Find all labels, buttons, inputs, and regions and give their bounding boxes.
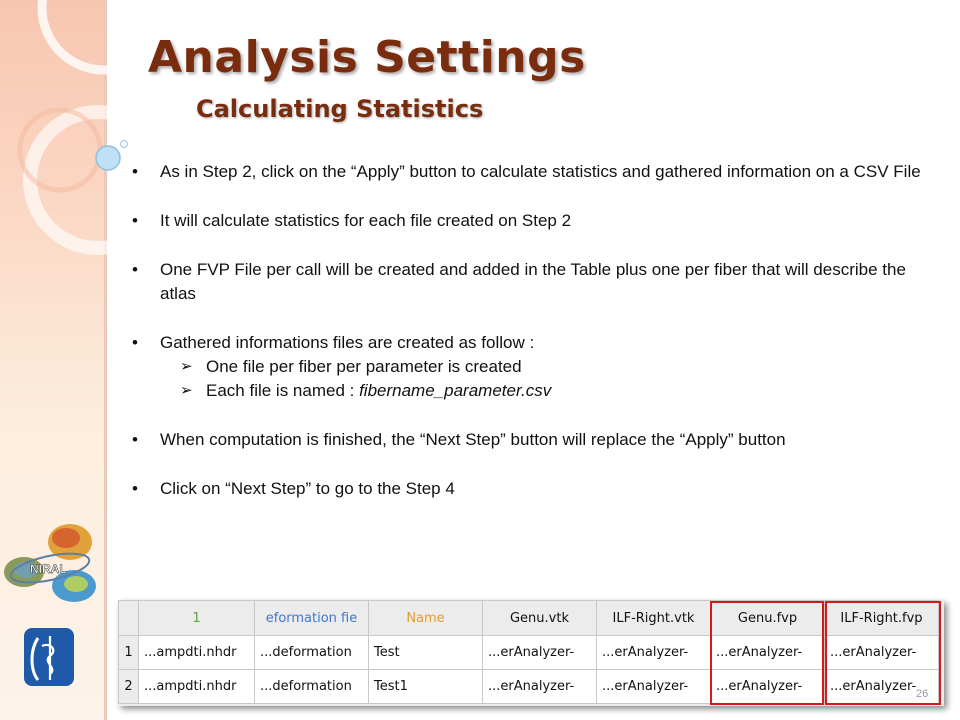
table-cell[interactable]: Test <box>369 636 483 670</box>
table-cell[interactable]: ...ampdti.nhdr <box>139 670 255 704</box>
table-cell[interactable]: ...erAnalyzer- <box>711 670 825 704</box>
table-cell[interactable]: ...erAnalyzer- <box>483 636 597 670</box>
bullet-dot-icon: • <box>132 211 138 230</box>
bullet-dot-icon: • <box>132 260 138 279</box>
bullet-item <box>132 428 932 452</box>
column-header[interactable]: Genu.vtk <box>483 601 597 636</box>
arrowhead-icon: ➢ <box>180 358 193 375</box>
blue-bubble-icon <box>96 146 120 170</box>
sub-bullet-item <box>132 379 932 403</box>
row-number[interactable]: 1 <box>119 636 139 670</box>
bullet-text: It will calculate statistics for each file created on Step 2 <box>160 211 572 230</box>
column-header[interactable]: Name <box>369 601 483 636</box>
bullet-dot-icon: • <box>132 479 138 498</box>
table-cell[interactable]: ...erAnalyzer- <box>483 670 597 704</box>
sub-bullet-text: One file per fiber per parameter is created <box>206 357 522 376</box>
table-cell[interactable]: Test1 <box>369 670 483 704</box>
page-title: Analysis Settings <box>148 32 586 83</box>
logo-area <box>0 520 106 720</box>
arrowhead-icon: ➢ <box>180 382 193 399</box>
bullet-dot-icon: • <box>132 430 138 449</box>
table-cell[interactable]: ...erAnalyzer- <box>597 636 711 670</box>
table-cell[interactable]: ...deformation <box>255 636 369 670</box>
bullet-item <box>132 477 932 501</box>
column-header[interactable]: ILF-Right.vtk <box>597 601 711 636</box>
page-subtitle: Calculating Statistics <box>196 95 484 123</box>
bullet-dot-icon: • <box>132 162 138 181</box>
highlight-genu-fvp <box>710 601 824 705</box>
bullet-item <box>132 209 932 233</box>
logo-text: NIRAL <box>30 562 67 576</box>
row-number[interactable]: 2 <box>119 670 139 704</box>
table-cell[interactable]: ...erAnalyzer- <box>711 636 825 670</box>
table-cell[interactable]: ...ampdti.nhdr <box>139 636 255 670</box>
corner-cell[interactable] <box>119 601 139 636</box>
bullet-text: Click on “Next Step” to go to the Step 4 <box>160 479 455 498</box>
bullet-text: As in Step 2, click on the “Apply” button to calculate statistics and gathered information on a CSV File <box>160 162 921 181</box>
table-cell[interactable]: ...deformation <box>255 670 369 704</box>
table-cell[interactable]: ...erAnalyzer- <box>825 670 939 704</box>
column-header[interactable]: 1 <box>139 601 255 636</box>
bullet-dot-icon: • <box>132 333 138 352</box>
bullet-text: Gathered informations files are created as follow : <box>160 333 535 352</box>
sub-bullet-item <box>132 355 932 379</box>
column-header[interactable]: Genu.fvp <box>711 601 825 636</box>
bullet-text: One FVP File per call will be created and added in the Table plus one per fiber that will describe the atlas <box>160 260 906 303</box>
table-cell[interactable]: ...erAnalyzer- <box>825 636 939 670</box>
bullet-item <box>132 160 932 184</box>
table-cell[interactable]: ...erAnalyzer- <box>597 670 711 704</box>
sub-bullet-text: Each file is named : <box>206 381 360 400</box>
column-header[interactable]: ILF-Right.fvp <box>825 601 939 636</box>
bullet-item <box>132 258 932 306</box>
column-header[interactable]: eformation fie <box>255 601 369 636</box>
bullet-list <box>132 160 932 526</box>
slicer-logo-icon <box>24 628 74 686</box>
bullet-text: When computation is finished, the “Next Step” button will replace the “Apply” button <box>160 430 786 449</box>
page-number: 26 <box>916 688 929 700</box>
filename-pattern: fibername_parameter.csv <box>359 381 552 400</box>
analysis-table <box>118 600 944 706</box>
bullet-item <box>132 331 932 355</box>
